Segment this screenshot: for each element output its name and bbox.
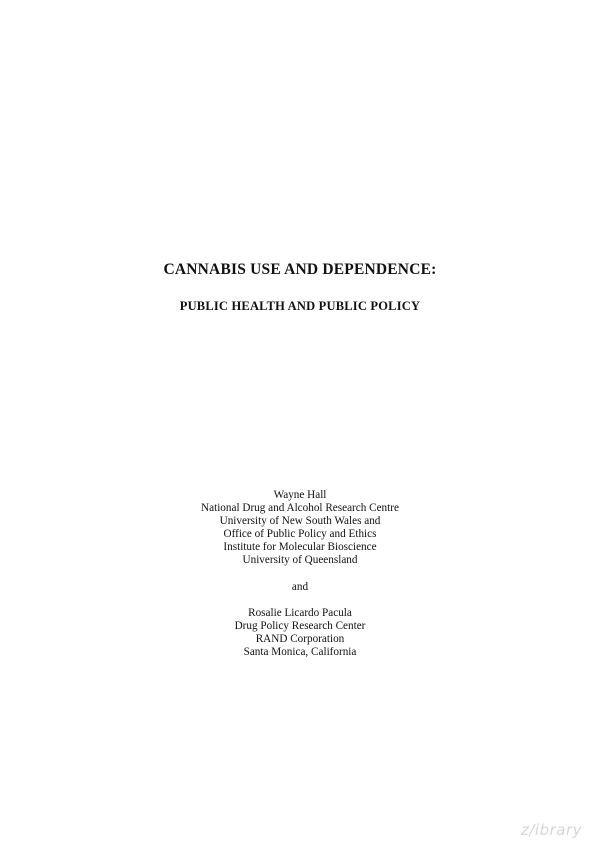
author-name: Rosalie Licardo Pacula [248,606,352,619]
author-affiliation-line: Santa Monica, California [243,645,357,658]
author-affiliation-line: University of Queensland [242,554,358,567]
author-block [0,489,600,659]
spacer [0,594,600,607]
book-subtitle: PUBLIC HEALTH AND PUBLIC POLICY [179,299,421,313]
author-conjunction: and [291,580,309,593]
author-affiliation-line: RAND Corporation [255,632,345,645]
book-title: CANNABIS USE AND DEPENDENCE: [163,261,437,278]
author-affiliation-line: National Drug and Alcohol Research Centre [201,502,399,515]
author-name: Wayne Hall [273,489,327,501]
author-affiliation-line: Office of Public Policy and Ethics [223,528,377,541]
author-affiliation-line: Drug Policy Research Center [234,619,366,632]
author-affiliation-line: Institute for Molecular Bioscience [223,541,377,554]
author-affiliation-line: University of New South Wales and [219,515,381,528]
library-watermark: z/ibrary [520,821,582,839]
spacer [0,568,600,581]
